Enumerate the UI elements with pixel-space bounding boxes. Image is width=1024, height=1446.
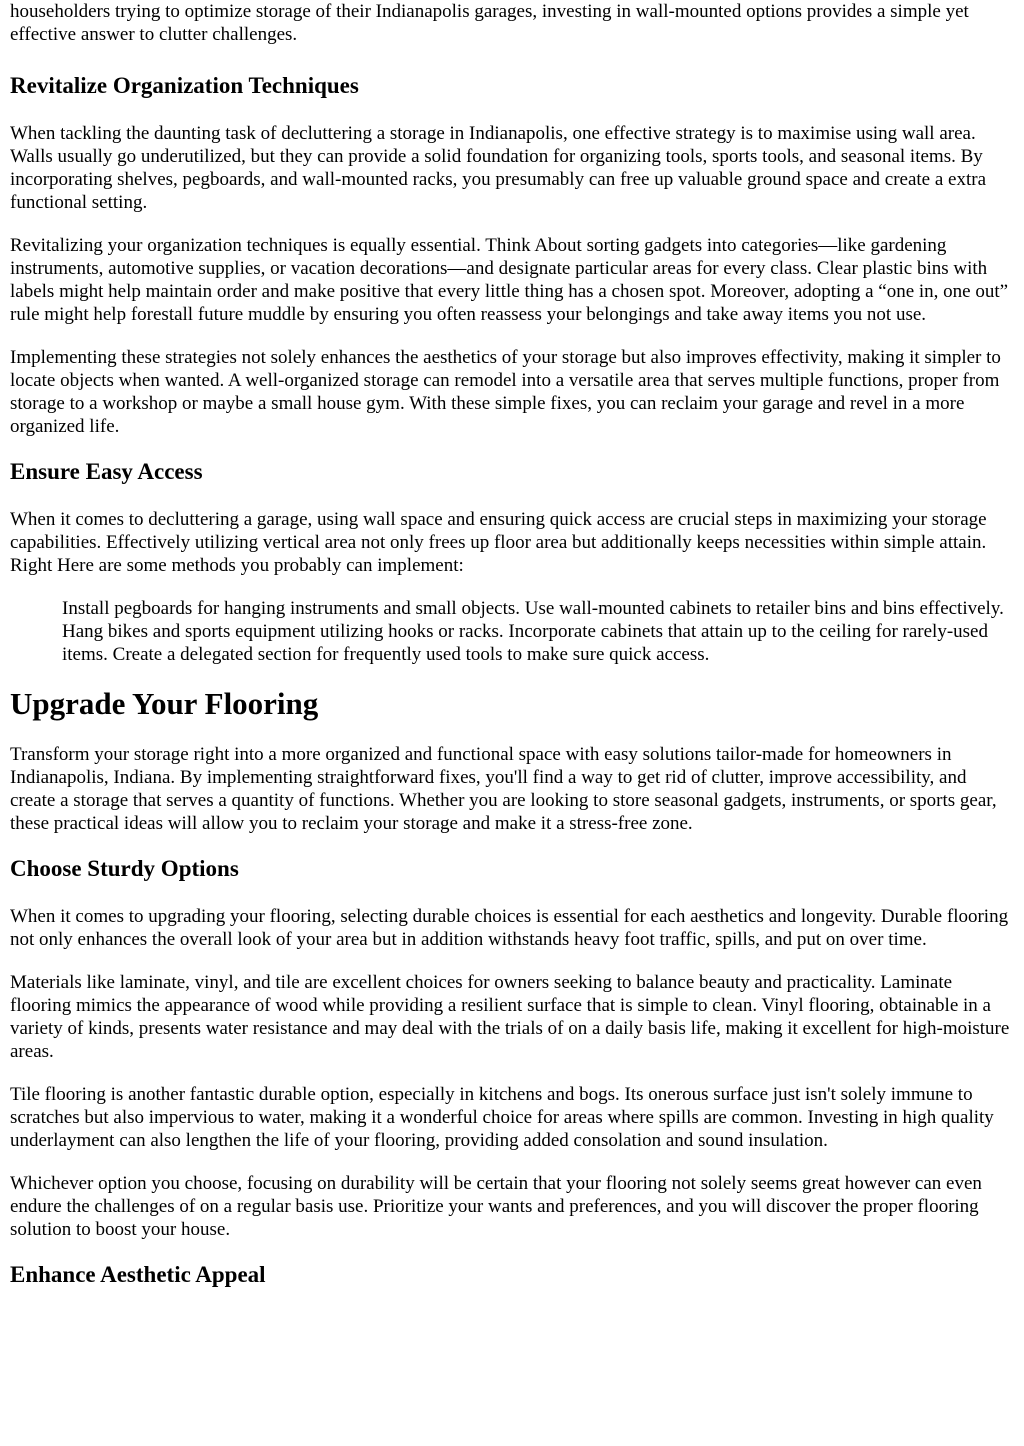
section-heading-revitalize: Revitalize Organization Techniques bbox=[10, 73, 359, 98]
paragraph: When tackling the daunting task of decluttering a storage in Indianapolis, one effective strategy is to maximise using wall area. Walls usually go underutilized, but they can provide a solid foundation for organizing tools, sports tools, and seasonal items. By incorporating shelves, pegboards, and wall-mounted racks, you presumably can free up valuable ground space and create a extra functional setting. bbox=[10, 123, 987, 213]
paragraph: Revitalizing your organization techniques is equally essential. Think About sorting gadgets into categories—like gardening instruments, automotive supplies, or vacation decorations—and designate particular areas for every class. Clear plastic bins with labels might help maintain order and make positive that every little thing has a chosen spot. Moreover, adopting a “one in, one out” rule might help forestall future muddle by ensuring you often reassess your belongings and take away items you not use. bbox=[10, 235, 1009, 325]
paragraph: Materials like laminate, vinyl, and tile are excellent choices for owners seeking to balance beauty and practicality. Laminate flooring mimics the appearance of wood while providing a resilient surface that is simple to clean. Vinyl flooring, obtainable in a variety of kinds, presents water resistance and may deal with the trials of on a daily basis life, making it excellent for high-moisture areas. bbox=[10, 972, 1010, 1062]
main-heading-upgrade-flooring: Upgrade Your Flooring bbox=[10, 686, 319, 721]
paragraph: When it comes to decluttering a garage, using wall space and ensuring quick access are crucial steps in maximizing your storage capabilities. Effectively utilizing vertical area not only frees up floor area but additionally keeps necessities within simple attain. Right Here are some methods you probably can implement: bbox=[10, 509, 987, 576]
section-heading-sturdy-options: Choose Sturdy Options bbox=[10, 856, 239, 881]
intro-paragraph: householders trying to optimize storage of their Indianapolis garages, investing in wall-mounted options provides a simple yet effective answer to clutter challenges. bbox=[10, 1, 969, 45]
section-heading-easy-access: Ensure Easy Access bbox=[10, 459, 203, 484]
section-heading-aesthetic-appeal: Enhance Aesthetic Appeal bbox=[10, 1262, 266, 1287]
tips-blockquote: Install pegboards for hanging instruments and small objects. Use wall-mounted cabinets to retailer bins and bins effectively. Hang bikes and sports equipment utilizing hooks or racks. Incorporate cabinets that attain up to the ceiling for rarely-used items. Create a delegated section for frequently used tools to make sure quick access. bbox=[62, 598, 1004, 665]
paragraph: Tile flooring is another fantastic durable option, especially in kitchens and bogs. Its onerous surface just isn't solely immune to scratches but also impervious to water, making it a wonderful choice for areas where spills are common. Investing in high quality underlayment can also lengthen the life of your flooring, providing added consolation and sound insulation. bbox=[10, 1084, 994, 1151]
paragraph: Transform your storage right into a more organized and functional space with easy solutions tailor-made for homeowners in Indianapolis, Indiana. By implementing straightforward fixes, you'll find a way to get rid of clutter, improve accessibility, and create a storage that serves a quantity of functions. Whether you are looking to store seasonal gadgets, instruments, or sports gear, these practical ideas will allow you to reclaim your storage and make it a stress-free zone. bbox=[10, 744, 997, 834]
paragraph: Implementing these strategies not solely enhances the aesthetics of your storage but also improves effectivity, making it simpler to locate objects when wanted. A well-organized storage can remodel into a versatile area that serves multiple functions, proper from storage to a workshop or maybe a small house gym. With these simple fixes, you can reclaim your garage and revel in a more organized life. bbox=[10, 347, 1001, 437]
paragraph: When it comes to upgrading your flooring, selecting durable choices is essential for each aesthetics and longevity. Durable flooring not only enhances the overall look of your area but in addition withstands heavy foot traffic, spills, and put on over time. bbox=[10, 906, 1009, 950]
paragraph: Whichever option you choose, focusing on durability will be certain that your flooring not solely seems great however can even endure the challenges of on a regular basis use. Prioritize your wants and preferences, and you will discover the proper flooring solution to boost your house. bbox=[10, 1173, 982, 1240]
